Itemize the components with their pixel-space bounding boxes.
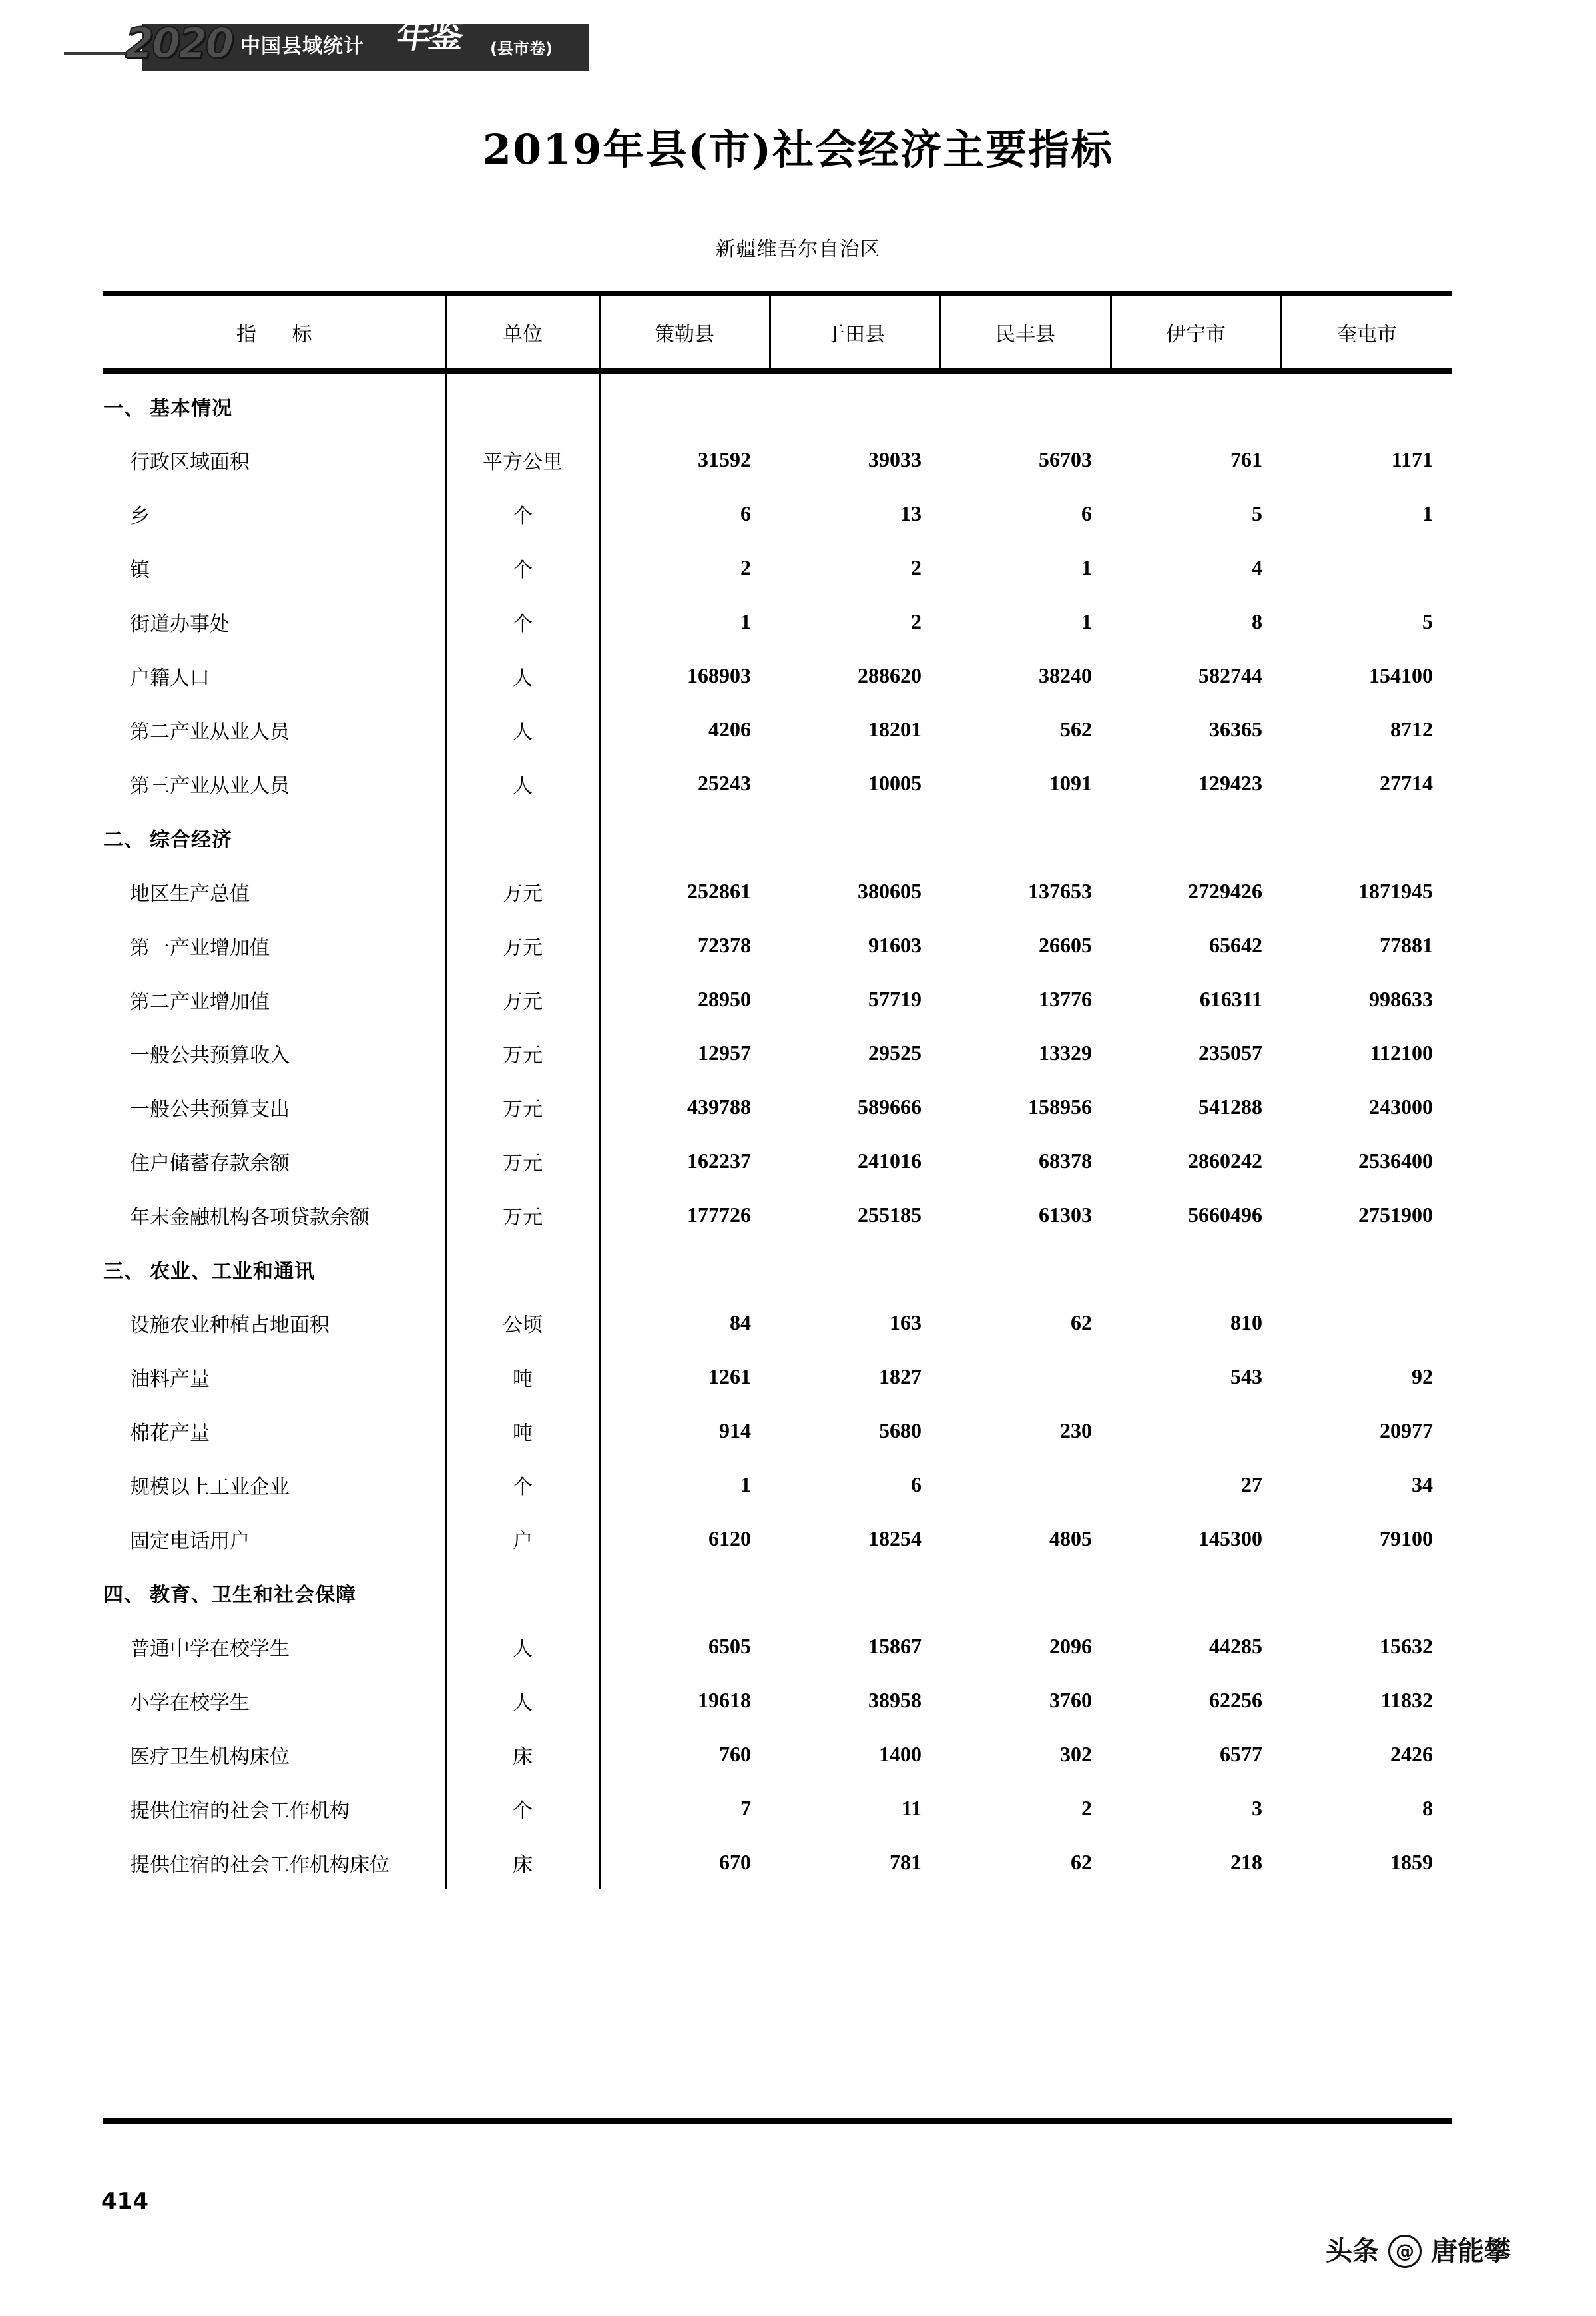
value-cell: 5	[1252, 501, 1262, 525]
value-cell	[1111, 1242, 1281, 1296]
indicator-label: 第一产业增加值	[103, 918, 446, 972]
value-cell: 31592	[698, 447, 751, 471]
value-cell: 29525	[868, 1041, 922, 1065]
value-cell: 20977	[1380, 1418, 1433, 1442]
value-cell	[940, 810, 1111, 864]
value-cell	[1111, 371, 1281, 433]
value-cell: 235057	[1198, 1041, 1262, 1065]
value-cell: 158956	[1028, 1095, 1092, 1119]
section-title: 基本情况	[150, 396, 232, 420]
value-cell: 2	[740, 555, 751, 579]
value-cell: 163	[890, 1310, 922, 1334]
value-cell: 2860242	[1188, 1149, 1262, 1173]
statistics-table	[103, 291, 1452, 1889]
value-cell: 39033	[868, 447, 922, 471]
unit-cell: 平方公里	[446, 433, 599, 487]
table-row	[103, 1134, 1452, 1188]
value-cell: 1261	[708, 1364, 751, 1388]
value-cell: 914	[719, 1418, 751, 1442]
indicator-label: 户籍人口	[103, 649, 446, 703]
section-number: 四、	[103, 1583, 144, 1607]
table-row	[103, 595, 1452, 649]
unit-cell: 公顷	[446, 1296, 599, 1350]
value-cell: 241016	[858, 1149, 922, 1173]
value-cell: 6	[740, 501, 751, 525]
value-cell	[1281, 1296, 1452, 1350]
indicator-label: 镇	[103, 541, 446, 595]
masthead-volume-label: (县市卷)	[490, 39, 553, 58]
masthead-chinese-label: 中国县域统计	[240, 35, 364, 58]
section-number: 一、	[103, 396, 144, 420]
value-cell: 79100	[1380, 1526, 1433, 1550]
value-cell: 91603	[868, 933, 922, 957]
value-cell: 670	[719, 1850, 751, 1874]
value-cell: 6120	[708, 1526, 751, 1550]
table-row	[103, 1026, 1452, 1080]
value-cell: 562	[1060, 717, 1092, 741]
indicator-label: 小学在校学生	[103, 1673, 446, 1727]
table-section-row	[103, 810, 1452, 864]
table-bottom-rule	[103, 2118, 1452, 2124]
value-cell: 8712	[1390, 717, 1433, 741]
value-cell	[1281, 810, 1452, 864]
section-title: 综合经济	[150, 828, 232, 852]
value-cell: 2426	[1390, 1742, 1433, 1766]
value-cell: 28950	[698, 987, 751, 1011]
value-cell	[599, 1566, 770, 1619]
table-section-row	[103, 1242, 1452, 1296]
indicator-label: 固定电话用户	[103, 1512, 446, 1566]
indicator-label: 第二产业从业人员	[103, 703, 446, 756]
value-cell: 1859	[1390, 1850, 1433, 1874]
column-header-celexian: 策勒县	[599, 294, 770, 371]
value-cell: 1400	[879, 1742, 922, 1766]
indicator-label: 年末金融机构各项贷款余额	[103, 1188, 446, 1242]
value-cell: 84	[730, 1310, 751, 1334]
column-header-kuitunshi: 奎屯市	[1281, 294, 1452, 371]
value-cell: 13329	[1039, 1041, 1092, 1065]
unit-cell: 万元	[446, 1080, 599, 1134]
at-icon: @	[1388, 2235, 1422, 2268]
value-cell: 62256	[1209, 1688, 1262, 1712]
value-cell: 1091	[1049, 771, 1092, 795]
table-section-row	[103, 371, 1452, 433]
table-row	[103, 649, 1452, 703]
value-cell: 18254	[868, 1526, 922, 1550]
value-cell: 2536400	[1358, 1149, 1433, 1173]
value-cell: 1	[740, 609, 751, 633]
unit-cell: 万元	[446, 918, 599, 972]
page-title: 2019年县(市)社会经济主要指标	[482, 125, 1114, 174]
value-cell: 11	[901, 1796, 922, 1820]
indicator-label: 设施农业种植占地面积	[103, 1296, 446, 1350]
unit-cell: 万元	[446, 1188, 599, 1242]
value-cell: 1871945	[1358, 879, 1433, 903]
value-cell: 162237	[687, 1149, 751, 1173]
value-cell: 1	[1081, 555, 1092, 579]
value-cell	[1281, 371, 1452, 433]
column-header-yutianxian: 于田县	[770, 294, 940, 371]
value-cell: 15867	[868, 1634, 922, 1658]
value-cell: 1	[1422, 501, 1433, 525]
table-row	[103, 756, 1452, 810]
indicator-label: 普通中学在校学生	[103, 1619, 446, 1673]
value-cell: 760	[719, 1742, 751, 1766]
indicator-label: 一般公共预算支出	[103, 1080, 446, 1134]
value-cell: 1171	[1391, 447, 1433, 471]
value-cell	[770, 371, 940, 433]
unit-cell: 吨	[446, 1404, 599, 1458]
value-cell: 57719	[868, 987, 922, 1011]
value-cell: 137653	[1028, 879, 1092, 903]
value-cell: 11832	[1380, 1688, 1433, 1712]
watermark	[1326, 2234, 1511, 2269]
value-cell: 6577	[1220, 1742, 1262, 1766]
value-cell	[940, 1242, 1111, 1296]
section-label	[103, 810, 446, 864]
column-header-yiningshi: 伊宁市	[1111, 294, 1281, 371]
value-cell: 36365	[1209, 717, 1262, 741]
unit-cell: 床	[446, 1727, 599, 1781]
page-subtitle-region: 新疆维吾尔自治区	[715, 238, 881, 261]
value-cell	[1111, 1404, 1281, 1458]
unit-cell: 人	[446, 756, 599, 810]
value-cell: 10005	[868, 771, 922, 795]
unit-cell: 万元	[446, 1026, 599, 1080]
value-cell: 38958	[868, 1688, 922, 1712]
value-cell: 218	[1230, 1850, 1262, 1874]
value-cell: 72378	[698, 933, 751, 957]
table-row	[103, 972, 1452, 1026]
value-cell	[599, 810, 770, 864]
value-cell	[1281, 1566, 1452, 1619]
value-cell: 1	[1081, 609, 1092, 633]
value-cell: 288620	[858, 663, 922, 687]
value-cell: 255185	[858, 1203, 922, 1227]
value-cell: 2	[911, 555, 922, 579]
value-cell: 34	[1412, 1472, 1433, 1496]
value-cell	[599, 371, 770, 433]
value-cell: 380605	[858, 879, 922, 903]
value-cell: 6	[911, 1472, 922, 1496]
unit-cell: 人	[446, 649, 599, 703]
indicator-label: 第三产业从业人员	[103, 756, 446, 810]
value-cell: 27	[1241, 1472, 1262, 1496]
section-title: 教育、卫生和社会保障	[150, 1583, 356, 1607]
value-cell: 4805	[1049, 1526, 1092, 1550]
indicator-label: 乡	[103, 487, 446, 541]
table-row	[103, 1673, 1452, 1727]
unit-cell: 户	[446, 1512, 599, 1566]
value-cell: 2729426	[1188, 879, 1262, 903]
table-row	[103, 433, 1452, 487]
value-cell: 5	[1422, 609, 1433, 633]
value-cell: 92	[1412, 1364, 1433, 1388]
table-row	[103, 1188, 1452, 1242]
indicator-label: 住户储蓄存款余额	[103, 1134, 446, 1188]
unit-cell: 个	[446, 1458, 599, 1512]
value-cell: 3	[1252, 1796, 1262, 1820]
indicator-label: 街道办事处	[103, 595, 446, 649]
value-cell: 998633	[1369, 987, 1433, 1011]
value-cell: 18201	[868, 717, 922, 741]
value-cell	[940, 1566, 1111, 1619]
value-cell: 145300	[1198, 1526, 1262, 1550]
value-cell	[940, 1458, 1111, 1512]
page-number: 414	[101, 2188, 148, 2215]
indicator-label: 第二产业增加值	[103, 972, 446, 1026]
value-cell: 62	[1071, 1310, 1092, 1334]
value-cell: 4	[1252, 555, 1262, 579]
value-cell: 1	[740, 1472, 751, 1496]
table-row	[103, 1781, 1452, 1835]
value-cell: 6	[1081, 501, 1092, 525]
value-cell: 61303	[1039, 1203, 1092, 1227]
value-cell	[770, 1242, 940, 1296]
value-cell: 5680	[879, 1418, 922, 1442]
value-cell: 7	[740, 1796, 751, 1820]
watermark-prefix: 头条	[1326, 2236, 1379, 2267]
value-cell: 129423	[1198, 771, 1262, 795]
unit-cell: 吨	[446, 1350, 599, 1404]
indicator-label: 规模以上工业企业	[103, 1458, 446, 1512]
table-header-row	[103, 294, 1452, 371]
value-cell: 230	[1060, 1418, 1092, 1442]
value-cell: 27714	[1380, 771, 1433, 795]
value-cell: 77881	[1380, 933, 1433, 957]
value-cell	[770, 810, 940, 864]
unit-cell: 人	[446, 1673, 599, 1727]
value-cell: 13	[900, 501, 922, 525]
value-cell: 761	[1230, 447, 1262, 471]
indicator-label: 提供住宿的社会工作机构	[103, 1781, 446, 1835]
value-cell: 25243	[698, 771, 751, 795]
value-cell: 26605	[1039, 933, 1092, 957]
unit-cell: 万元	[446, 1134, 599, 1188]
value-cell: 12957	[698, 1041, 751, 1065]
value-cell: 6505	[708, 1634, 751, 1658]
value-cell: 1827	[879, 1364, 922, 1388]
table-section-row	[103, 1566, 1452, 1619]
table-row	[103, 541, 1452, 595]
indicator-label: 棉花产量	[103, 1404, 446, 1458]
value-cell: 8	[1422, 1796, 1433, 1820]
unit-cell: 个	[446, 541, 599, 595]
indicator-label: 一般公共预算收入	[103, 1026, 446, 1080]
value-cell: 589666	[858, 1095, 922, 1119]
unit-cell	[446, 371, 599, 433]
table-row	[103, 703, 1452, 756]
masthead-year: 2020	[125, 19, 232, 67]
table-row	[103, 1404, 1452, 1458]
value-cell	[940, 1350, 1111, 1404]
value-cell	[1281, 1242, 1452, 1296]
section-number: 二、	[103, 828, 144, 852]
value-cell	[1281, 541, 1452, 595]
value-cell: 2751900	[1358, 1203, 1433, 1227]
value-cell: 68378	[1039, 1149, 1092, 1173]
indicator-label: 地区生产总值	[103, 864, 446, 918]
watermark-author: 唐能攀	[1431, 2236, 1511, 2267]
unit-cell: 人	[446, 703, 599, 756]
unit-cell: 万元	[446, 864, 599, 918]
table-row	[103, 1350, 1452, 1404]
indicator-label: 提供住宿的社会工作机构床位	[103, 1835, 446, 1889]
value-cell: 65642	[1209, 933, 1262, 957]
value-cell	[1111, 810, 1281, 864]
table-row	[103, 1727, 1452, 1781]
table-row	[103, 918, 1452, 972]
unit-cell: 个	[446, 595, 599, 649]
indicator-label: 医疗卫生机构床位	[103, 1727, 446, 1781]
indicator-label: 油料产量	[103, 1350, 446, 1404]
value-cell: 112100	[1370, 1041, 1433, 1065]
value-cell: 243000	[1369, 1095, 1433, 1119]
unit-cell: 床	[446, 1835, 599, 1889]
unit-cell	[446, 810, 599, 864]
indicator-label: 行政区域面积	[103, 433, 446, 487]
table-row	[103, 1512, 1452, 1566]
value-cell: 44285	[1209, 1634, 1262, 1658]
value-cell: 62	[1071, 1850, 1092, 1874]
masthead-logo	[64, 16, 570, 80]
value-cell: 154100	[1369, 663, 1433, 687]
value-cell: 252861	[687, 879, 751, 903]
statistics-table-wrapper	[103, 291, 1452, 1889]
value-cell: 19618	[698, 1688, 751, 1712]
value-cell	[599, 1242, 770, 1296]
value-cell: 781	[890, 1850, 922, 1874]
unit-cell: 个	[446, 1781, 599, 1835]
value-cell: 2	[1081, 1796, 1092, 1820]
value-cell: 8	[1252, 609, 1262, 633]
value-cell: 13776	[1039, 987, 1092, 1011]
unit-cell	[446, 1566, 599, 1619]
section-title: 农业、工业和通讯	[150, 1259, 315, 1283]
value-cell: 3760	[1049, 1688, 1092, 1712]
table-header	[103, 294, 1452, 371]
unit-cell: 个	[446, 487, 599, 541]
value-cell: 810	[1230, 1310, 1262, 1334]
value-cell	[1111, 1566, 1281, 1619]
value-cell	[940, 371, 1111, 433]
value-cell: 38240	[1039, 663, 1092, 687]
value-cell: 302	[1060, 1742, 1092, 1766]
value-cell: 543	[1230, 1364, 1262, 1388]
column-header-indicator: 指 标	[103, 294, 446, 371]
table-row	[103, 1458, 1452, 1512]
value-cell: 616311	[1199, 987, 1262, 1011]
section-label	[103, 1242, 446, 1296]
table-row	[103, 1835, 1452, 1889]
value-cell: 582744	[1198, 663, 1262, 687]
value-cell: 2	[911, 609, 922, 633]
table-row	[103, 864, 1452, 918]
table-row	[103, 1296, 1452, 1350]
unit-cell: 人	[446, 1619, 599, 1673]
section-number: 三、	[103, 1259, 144, 1283]
value-cell: 439788	[687, 1095, 751, 1119]
value-cell: 4206	[708, 717, 751, 741]
value-cell	[770, 1566, 940, 1619]
column-header-unit: 单位	[446, 294, 599, 371]
section-label	[103, 371, 446, 433]
section-label	[103, 1566, 446, 1619]
value-cell: 541288	[1198, 1095, 1262, 1119]
table-row	[103, 487, 1452, 541]
table-row	[103, 1619, 1452, 1673]
table-row	[103, 1080, 1452, 1134]
masthead-brush-title: 年鉴	[394, 16, 464, 56]
value-cell: 15632	[1380, 1634, 1433, 1658]
value-cell: 177726	[687, 1203, 751, 1227]
unit-cell: 万元	[446, 972, 599, 1026]
table-body	[103, 371, 1452, 1889]
value-cell: 2096	[1049, 1634, 1092, 1658]
value-cell: 5660496	[1188, 1203, 1262, 1227]
unit-cell	[446, 1242, 599, 1296]
column-header-minfengxian: 民丰县	[940, 294, 1111, 371]
value-cell: 168903	[687, 663, 751, 687]
value-cell: 56703	[1039, 447, 1092, 471]
